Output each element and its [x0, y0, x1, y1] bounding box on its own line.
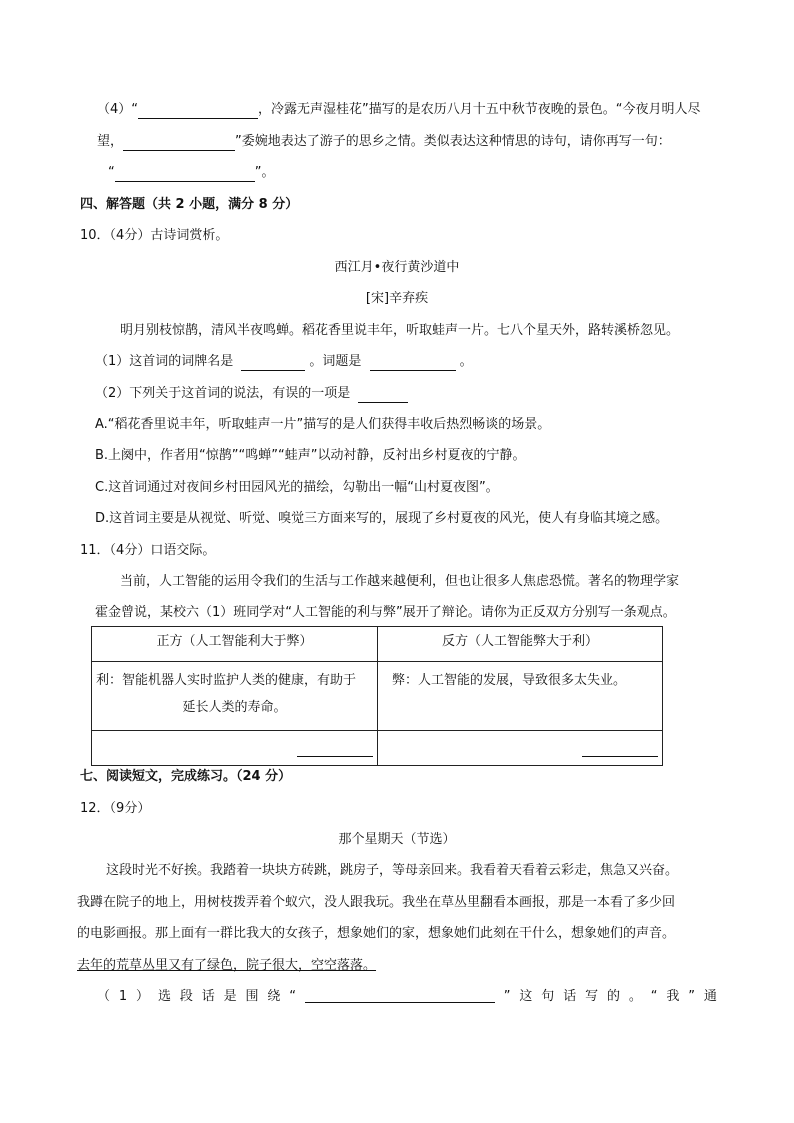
q10-option-b: B.上阕中，作者用“惊鹊”“鸣蝉”“蛙声”以动衬静，反衬出乡村夏夜的宁静。 [95, 448, 526, 463]
pro-answer-blank[interactable] [297, 742, 373, 757]
q11-para-2: 霍金曾说，某校六（1）班同学对“人工智能的利与弊”展开了辩论。请你为正反双方分别写一条观点。 [95, 605, 676, 620]
q4-blank-2[interactable] [123, 136, 235, 151]
debate-table-example-row [92, 662, 663, 731]
con-answer-cell[interactable] [378, 731, 663, 766]
q11-header: 11．（4分）口语交际。 [80, 543, 216, 558]
poem-author: [宋]辛弃疾 [365, 291, 429, 306]
q10-sub1: （1）这首词的词牌名是 。词题是 。 [95, 354, 473, 369]
con-answer-blank[interactable] [582, 742, 658, 757]
q4-line2: 望， ”委婉地表达了游子的思乡之情。类似表达这种情思的诗句，请你再写一句： [97, 134, 671, 149]
con-side-header: 反方（人工智能弊大于利） [378, 627, 663, 662]
passage-title: 那个星期天（节选） [338, 832, 456, 847]
q11-para-1: 当前，人工智能的运用令我们的生活与工作越来越便利，但也让很多人焦虑恐慌。著名的物理学家 [120, 574, 680, 589]
pro-example-cell [92, 662, 378, 731]
pro-side-header: 正方（人工智能利大于弊） [92, 627, 378, 662]
q10-blank-ci-pai[interactable] [241, 356, 305, 371]
section-7-title: 七、阅读短文，完成练习。（24 分） [80, 769, 292, 784]
q10-blank-ci-ti[interactable] [370, 356, 456, 371]
pro-answer-cell[interactable] [92, 731, 378, 766]
q4-line1 [97, 101, 701, 119]
q10-option-c: C.这首词通过对夜间乡村田园风光的描绘，勾勒出一幅“山村夏夜图”。 [95, 480, 499, 495]
q10-option-a: A.“稻花香里说丰年，听取蛙声一片”描写的是人们获得丰收后热烈畅谈的场景。 [95, 417, 551, 432]
pro-example-line-2: 延长人类的寿命。 [182, 700, 287, 715]
passage-line-4-underlined: 去年的荒草丛里又有了绿色，院子很大，空空落落。 [77, 958, 377, 973]
section-4-title: 四、解答题（共 2 小题，满分 8 分） [80, 197, 299, 212]
con-example-cell: 弊：人工智能的发展，导致很多太失业。 [378, 662, 663, 731]
q4-text-1: ，冷露无声湿桂花”描写的是农历八月十五中秋节夜晚的景色。“今夜月明人尽 [258, 102, 701, 117]
poem-text: 明月别枝惊鹊，清风半夜鸣蝉。稻花香里说丰年，听取蛙声一片。七八个星天外，路转溪桥忽见。 [120, 323, 680, 338]
passage-line-2: 我蹲在院子的地上，用树枝拨弄着个蚁穴，没人跟我玩。我坐在草丛里翻看本画报，那是一本看了多少回 [77, 895, 676, 910]
passage-line-3: 的电影画报。那上面有一群比我大的女孩子，想象她们的家，想象她们此刻在干什么，想象她们的声音。 [77, 926, 676, 941]
q4-line3: “ ”。 [108, 165, 275, 180]
q12-blank-1[interactable] [305, 988, 495, 1003]
q12-header: 12．（9分） [80, 801, 151, 816]
debate-table-header-row [92, 627, 663, 662]
q4-blank-3[interactable] [115, 167, 255, 182]
q10-option-d: D.这首词主要是从视觉、听觉、嗅觉三方面来写的，展现了乡村夏夜的风光，使人有身临其境之感。 [95, 511, 669, 526]
q12-sub1: （ 1 ） 选 段 话 是 围 绕 “ ” 这 句 话 写 的 。 “ 我 ” 通 [97, 989, 717, 1004]
q10-header: 10．（4分）古诗词赏析。 [80, 228, 229, 243]
q4-number: （4）“ [97, 102, 139, 117]
debate-table-answer-row [92, 731, 663, 766]
q10-sub2: （2）下列关于这首词的说法，有误的一项是 [95, 385, 408, 403]
q10-blank-choice[interactable] [358, 388, 408, 403]
poem-title: 西江月•夜行黄沙道中 [334, 260, 460, 275]
passage-line-1: 这段时光不好挨。我踏着一块块方砖跳，跳房子，等母亲回来。我看着天看着云彩走，焦急又兴奋。 [106, 863, 679, 878]
pro-example-line-1: 利：智能机器人实时监护人类的健康，有助于 [96, 673, 357, 688]
q4-blank-1[interactable] [138, 104, 258, 119]
debate-table [91, 626, 663, 766]
